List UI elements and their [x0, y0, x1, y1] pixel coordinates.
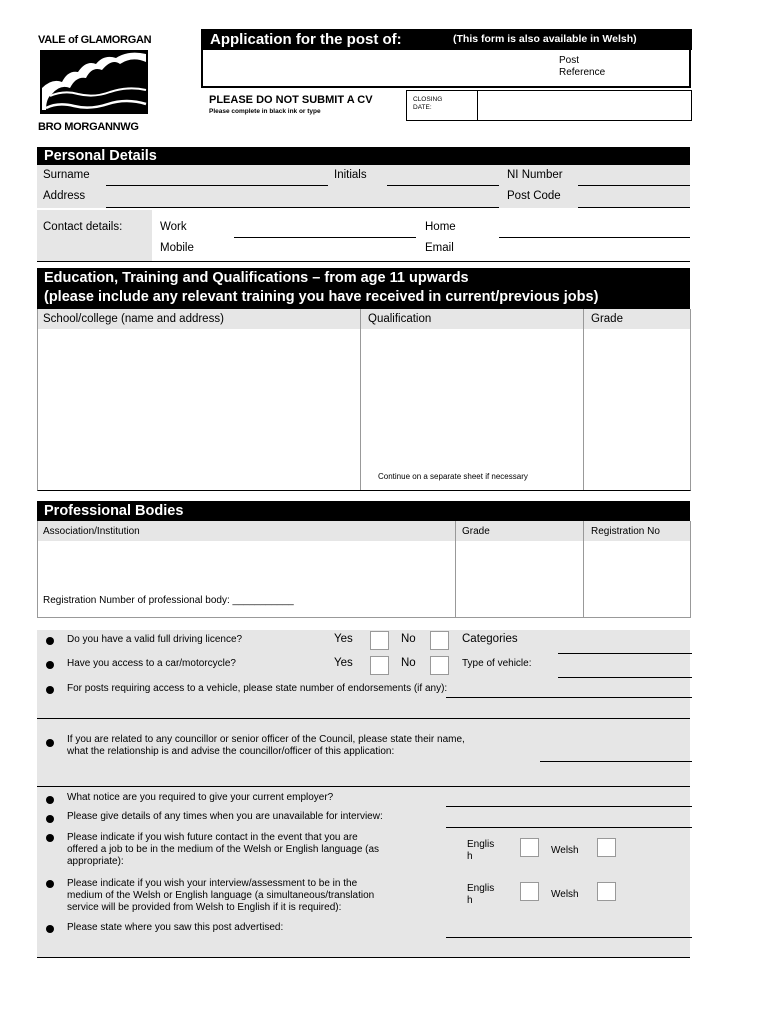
post-title: Application for the post of:	[210, 31, 402, 48]
qualification-column-header: Qualification	[368, 313, 432, 325]
interview-language-question: Please indicate if you wish your interview/assessment to be in the medium of the Welsh or English language (a simultaneous/translation service will be provided from Welsh to English if it is required):	[67, 878, 375, 913]
licence-yes-checkbox[interactable]	[370, 631, 389, 650]
advert-source-field[interactable]	[446, 937, 692, 938]
initials-field[interactable]	[387, 185, 499, 186]
association-column-header: Association/Institution	[43, 526, 140, 537]
related-councillor-question: If you are related to any councillor or senior officer of the Council, please state their name, what the relationship is and advise the councillor/officer of this application:	[67, 734, 465, 757]
home-label: Home	[425, 221, 456, 233]
closing-date-field[interactable]	[478, 91, 689, 119]
licence-no-checkbox[interactable]	[430, 631, 449, 650]
endorsements-field[interactable]	[446, 697, 692, 698]
mobile-label: Mobile	[160, 242, 194, 254]
email-label: Email	[425, 242, 454, 254]
unavailable-times-question: Please give details of any times when you are unavailable for interview:	[67, 811, 383, 822]
vehicle-yes-checkbox[interactable]	[370, 656, 389, 675]
advert-source-question: Please state where you saw this post advertised:	[67, 922, 284, 933]
driving-licence-question: Do you have a valid full driving licence?	[67, 634, 243, 645]
professional-bodies-header	[37, 501, 690, 521]
ni-number-label: NI Number	[507, 169, 563, 181]
vehicle-yes-label: Yes	[334, 657, 353, 669]
no-cv-notice: PLEASE DO NOT SUBMIT A CV	[209, 94, 373, 106]
prof-grade-column-header: Grade	[462, 526, 490, 537]
contact-welsh-checkbox[interactable]	[597, 838, 616, 857]
interview-english-label: Englis h	[467, 883, 495, 906]
continue-sheet-note: Continue on a separate sheet if necessary	[378, 472, 528, 481]
vehicle-no-label: No	[401, 657, 416, 669]
logo-mark-icon	[38, 48, 153, 118]
contact-details-label: Contact details:	[43, 221, 123, 233]
initials-label: Initials	[334, 169, 367, 181]
endorsements-question: For posts requiring access to a vehicle, please state number of endorsements (if any):	[67, 683, 448, 694]
postcode-label: Post Code	[507, 190, 561, 202]
contact-english-checkbox[interactable]	[520, 838, 539, 857]
interview-welsh-checkbox[interactable]	[597, 882, 616, 901]
qualification-entry-area[interactable]	[361, 330, 582, 470]
post-title-bar	[201, 29, 692, 50]
education-subtitle: (please include any relevant training you have received in current/previous jobs)	[44, 289, 599, 305]
ink-note: Please complete in black ink or type	[209, 108, 321, 115]
categories-label: Categories	[462, 633, 518, 645]
logo-bottom-text: BRO MORGANNWG	[38, 121, 139, 133]
ni-number-field[interactable]	[578, 185, 690, 186]
interview-welsh-label: Welsh	[551, 889, 579, 900]
unavailable-times-field[interactable]	[446, 827, 692, 828]
registration-column-header: Registration No	[591, 526, 660, 537]
vehicle-no-checkbox[interactable]	[430, 656, 449, 675]
vehicle-type-label: Type of vehicle:	[462, 658, 532, 669]
professional-bodies-title: Professional Bodies	[44, 503, 184, 519]
education-title: Education, Training and Qualifications – from age 11 upwards	[44, 270, 469, 286]
logo-top-text: VALE of GLAMORGAN	[38, 34, 152, 46]
association-entry-area[interactable]	[38, 542, 454, 592]
education-header	[37, 268, 690, 309]
grade-column-header: Grade	[591, 313, 623, 325]
licence-no-label: No	[401, 633, 416, 645]
contact-language-question: Please indicate if you wish future contact in the event that you are offered a job to be in the medium of the Welsh or English language (as appropriate):	[67, 832, 380, 867]
welsh-available-note: (This form is also available in Welsh)	[453, 33, 637, 45]
related-councillor-field[interactable]	[540, 761, 692, 762]
council-logo	[38, 34, 153, 134]
post-title-field[interactable]	[201, 50, 691, 88]
personal-details-title: Personal Details	[44, 148, 157, 164]
address-label: Address	[43, 190, 86, 202]
categories-field[interactable]	[558, 653, 692, 654]
personal-details-header	[37, 147, 690, 165]
postcode-field[interactable]	[578, 207, 690, 208]
school-entry-area[interactable]	[38, 330, 359, 489]
vehicle-type-field[interactable]	[558, 677, 692, 678]
school-column-header: School/college (name and address)	[43, 313, 224, 325]
interview-english-checkbox[interactable]	[520, 882, 539, 901]
surname-field[interactable]	[106, 185, 328, 186]
vehicle-access-question: Have you access to a car/motorcycle?	[67, 658, 236, 669]
surname-label: Surname	[43, 169, 90, 181]
grade-entry-area[interactable]	[584, 330, 689, 489]
notice-period-field[interactable]	[446, 806, 692, 807]
closing-date-label: CLOSING DATE:	[413, 96, 443, 111]
licence-yes-label: Yes	[334, 633, 353, 645]
contact-english-label: Englis h	[467, 839, 495, 862]
work-phone-field[interactable]	[234, 237, 416, 238]
registration-number-line[interactable]: Registration Number of professional body: ___________	[43, 595, 294, 606]
notice-period-question: What notice are you required to give your current employer?	[67, 792, 334, 803]
work-label: Work	[160, 221, 187, 233]
post-reference-label: Post Reference	[559, 55, 606, 78]
contact-welsh-label: Welsh	[551, 845, 579, 856]
home-phone-field[interactable]	[499, 237, 690, 238]
address-field[interactable]	[106, 207, 499, 208]
